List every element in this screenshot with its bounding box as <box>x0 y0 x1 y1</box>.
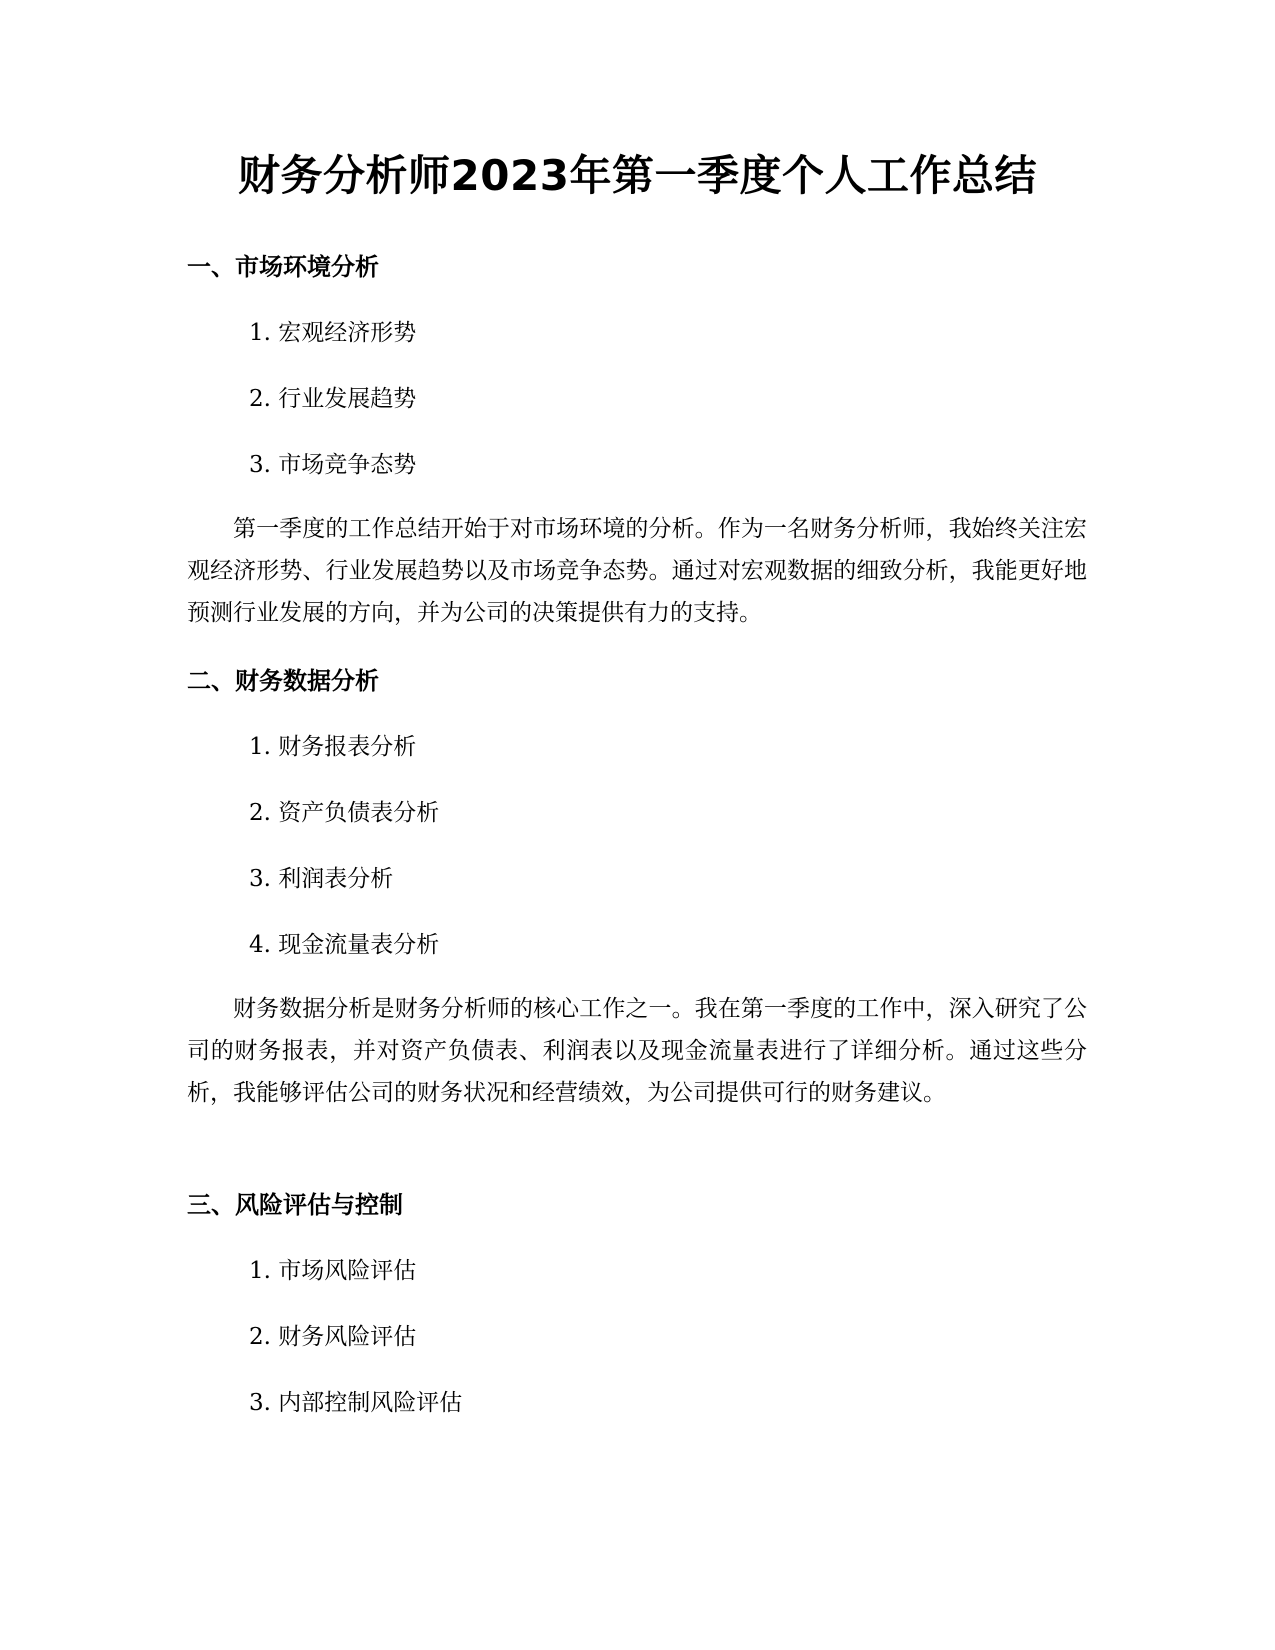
section-list <box>187 714 1087 978</box>
section-list <box>187 300 1087 498</box>
section-risk-assessment <box>187 1188 1087 1436</box>
section-heading: 三、风险评估与控制 <box>187 1191 403 1219</box>
list-item: 2. 行业发展趋势 <box>249 386 417 412</box>
section-heading: 二、财务数据分析 <box>187 667 379 695</box>
list-item: 1. 市场风险评估 <box>249 1258 417 1284</box>
list-item: 2. 财务风险评估 <box>249 1324 417 1350</box>
list-item: 1. 宏观经济形势 <box>249 320 417 346</box>
list-item: 3. 市场竞争态势 <box>249 452 417 478</box>
list-item: 3. 利润表分析 <box>249 866 394 892</box>
list-item: 4. 现金流量表分析 <box>249 932 440 958</box>
section-market-environment <box>187 250 1087 634</box>
list-item: 1. 财务报表分析 <box>249 734 417 760</box>
section-heading: 一、市场环境分析 <box>187 253 379 281</box>
list-item: 2. 资产负债表分析 <box>249 800 440 826</box>
section-list <box>187 1238 1087 1436</box>
section-financial-data <box>187 664 1087 1114</box>
section-paragraph: 财务数据分析是财务分析师的核心工作之一。我在第一季度的工作中，深入研究了公司的财务报表，并对资产负债表、利润表以及现金流量表进行了详细分析。通过这些分析，我能够评估公司的财务状况和经营绩效，为公司提供可行的财务建议。 <box>187 996 1087 1106</box>
list-item: 3. 内部控制风险评估 <box>249 1390 463 1416</box>
section-paragraph: 第一季度的工作总结开始于对市场环境的分析。作为一名财务分析师，我始终关注宏观经济形势、行业发展趋势以及市场竞争态势。通过对宏观数据的细致分析，我能更好地预测行业发展的方向，并为公司的决策提供有力的支持。 <box>187 516 1087 626</box>
document-title: 财务分析师2023年第一季度个人工作总结 <box>238 151 1037 200</box>
